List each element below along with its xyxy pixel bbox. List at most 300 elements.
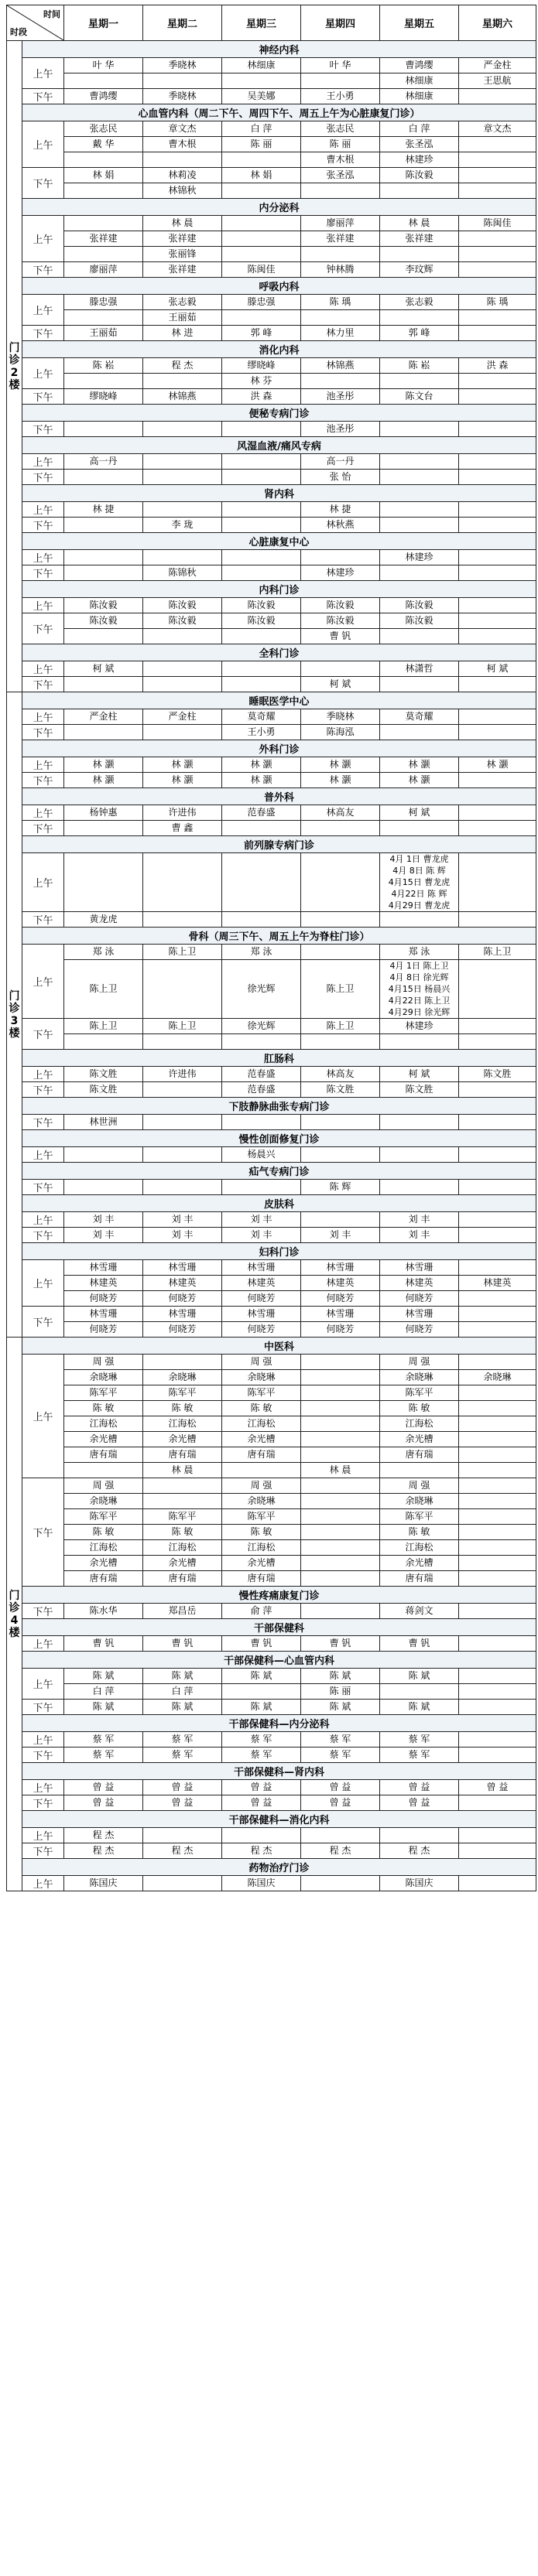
doctor-name: 曹 钒 (250, 1638, 272, 1648)
doctor-cell (301, 121, 380, 137)
doctor-cell (459, 1700, 536, 1715)
table-row (7, 454, 536, 470)
doctor-cell (301, 945, 380, 960)
doctor-cell (380, 661, 459, 677)
department-name: 干部保健科—内分泌科 (22, 1715, 536, 1732)
doctor-cell (64, 1447, 143, 1463)
doctor-name: 蔡 军 (250, 1734, 272, 1744)
doctor-cell (143, 262, 222, 278)
doctor-name: 林建珍 (405, 1020, 433, 1031)
doctor-cell (64, 773, 143, 788)
doctor-cell (143, 1228, 222, 1243)
doctor-name: 陈 斌 (92, 1670, 115, 1681)
doctor-cell (380, 422, 459, 437)
doctor-cell (64, 121, 143, 137)
table-row (7, 677, 536, 692)
session-label: 下午 (22, 613, 64, 644)
doctor-cell (459, 661, 536, 677)
doctor-cell (459, 1082, 536, 1098)
doctor-cell (143, 247, 222, 262)
doctor-name: 陈 丽 (329, 138, 351, 149)
department-name: 下肢静脉曲张专病门诊 (22, 1098, 536, 1115)
session-label: 下午 (22, 1115, 64, 1130)
doctor-name: 陈上卫 (168, 946, 197, 957)
doctor-cell (301, 1795, 380, 1811)
doctor-name: 陈 敏 (171, 1402, 194, 1413)
doctor-cell (459, 1556, 536, 1571)
doctor-cell (301, 231, 380, 247)
doctor-cell (64, 1556, 143, 1571)
doctor-name: 陈 敏 (408, 1526, 430, 1537)
doctor-name: 张祥建 (89, 233, 118, 244)
doctor-name: 蔡 军 (329, 1734, 351, 1744)
table-row (7, 121, 536, 137)
doctor-name: 林雪珊 (168, 1308, 197, 1319)
department-row (7, 437, 536, 454)
doctor-name: 陈汝毅 (405, 600, 433, 610)
doctor-cell (143, 1463, 222, 1478)
doctor-cell (459, 152, 536, 168)
doctor-cell (64, 1228, 143, 1243)
doctor-name: 白 萍 (250, 123, 272, 134)
doctor-name: 陈汝毅 (405, 615, 433, 626)
doctor-cell (64, 1385, 143, 1401)
day-header: 星期四 (301, 5, 380, 41)
doctor-cell (380, 1260, 459, 1276)
doctor-name: 曾 益 (486, 1782, 509, 1792)
doctor-name: 柯 斌 (486, 663, 509, 674)
doctor-name: 林 娟 (250, 169, 272, 180)
doctor-name: 唐有瑞 (168, 1449, 197, 1460)
doctor-cell (301, 1401, 380, 1416)
doctor-name: 曹 钒 (329, 1638, 351, 1648)
doctor-cell (143, 1307, 222, 1322)
doctor-cell (64, 1876, 143, 1891)
doctor-cell (380, 1228, 459, 1243)
schedule-line: 4月 8日 陈 辉 (392, 866, 446, 876)
doctor-name: 林 捷 (329, 504, 351, 514)
doctor-name: 余光槽 (405, 1433, 433, 1444)
doctor-cell (301, 677, 380, 692)
doctor-cell (380, 598, 459, 613)
session-label: 上午 (22, 1876, 64, 1891)
department-row (7, 692, 536, 709)
doctor-cell (222, 661, 301, 677)
doctor-name: 刘 丰 (171, 1229, 194, 1240)
doctor-name: 张志毅 (405, 296, 433, 307)
session-label: 上午 (22, 1147, 64, 1163)
doctor-name: 蔡 军 (92, 1749, 115, 1760)
doctor-cell (459, 1684, 536, 1700)
doctor-cell (64, 1416, 143, 1432)
doctor-name: 唐有瑞 (89, 1573, 118, 1584)
doctor-name: 陈 斌 (329, 1701, 351, 1712)
doctor-name: 曾 益 (92, 1782, 115, 1792)
doctor-cell (143, 1260, 222, 1276)
doctor-cell (380, 613, 459, 629)
doctor-cell (64, 1322, 143, 1338)
doctor-cell (64, 262, 143, 278)
doctor-cell (222, 1034, 301, 1050)
table-row (7, 1228, 536, 1243)
doctor-cell (459, 358, 536, 374)
doctor-cell (380, 1571, 459, 1587)
doctor-name: 林 晨 (408, 217, 430, 228)
doctor-cell (301, 1260, 380, 1276)
doctor-cell (64, 1684, 143, 1700)
doctor-name: 徐光辉 (247, 983, 276, 994)
doctor-cell (64, 1307, 143, 1322)
doctor-cell (222, 1732, 301, 1748)
doctor-cell (459, 1067, 536, 1082)
doctor-name: 唐有瑞 (405, 1573, 433, 1584)
doctor-name: 池圣彤 (326, 423, 355, 434)
doctor-cell (222, 1115, 301, 1130)
day-header: 星期六 (459, 5, 536, 41)
session-label: 下午 (22, 326, 64, 341)
doctor-name: 王思航 (483, 75, 512, 86)
doctor-cell (64, 326, 143, 341)
table-row (7, 725, 536, 740)
doctor-name: 余光槽 (168, 1433, 197, 1444)
doctor-cell (222, 326, 301, 341)
doctor-name: 程 杰 (171, 1845, 194, 1856)
doctor-name: 江海松 (168, 1542, 197, 1553)
doctor-cell (459, 821, 536, 836)
doctor-cell (64, 1571, 143, 1587)
doctor-cell (459, 1447, 536, 1463)
table-row (7, 1732, 536, 1748)
doctor-name: 蔡 军 (408, 1749, 430, 1760)
session-label: 上午 (22, 358, 64, 389)
doctor-cell (143, 1180, 222, 1195)
doctor-cell (64, 1636, 143, 1652)
doctor-name: 曹鸿缨 (405, 60, 433, 70)
doctor-cell (459, 1432, 536, 1447)
doctor-name: 陈汝毅 (89, 615, 118, 626)
department-row (7, 104, 536, 121)
doctor-name: 张祥建 (405, 233, 433, 244)
table-row (7, 629, 536, 644)
schedule-line: 4月29日 曹龙虎 (388, 900, 451, 910)
table-row (7, 757, 536, 773)
doctor-cell (301, 502, 380, 518)
department-row (7, 199, 536, 216)
doctor-cell (222, 1067, 301, 1082)
doctor-cell (459, 709, 536, 725)
doctor-cell (143, 912, 222, 928)
doctor-name: 蔡 军 (171, 1734, 194, 1744)
doctor-name: 陈汝毅 (326, 600, 355, 610)
department-row (7, 533, 536, 550)
schedule-body (7, 41, 536, 1891)
doctor-name: 陈上卫 (168, 1020, 197, 1031)
doctor-name: 蒋剑文 (405, 1605, 433, 1616)
session-label: 下午 (22, 725, 64, 740)
table-row (7, 1355, 536, 1370)
doctor-name: 陈 辉 (329, 1181, 351, 1192)
doctor-cell (459, 629, 536, 644)
doctor-cell (222, 1276, 301, 1291)
doctor-name: 陈军平 (247, 1387, 276, 1398)
doctor-name: 林 灏 (250, 759, 272, 770)
department-row (7, 1243, 536, 1260)
doctor-cell (380, 121, 459, 137)
doctor-cell (380, 1291, 459, 1307)
doctor-cell (459, 1843, 536, 1859)
doctor-cell (380, 945, 459, 960)
doctor-name: 张 怡 (329, 471, 351, 482)
doctor-name: 刘 丰 (250, 1214, 272, 1225)
doctor-cell (222, 945, 301, 960)
doctor-name: 柯 斌 (92, 663, 115, 674)
table-row (7, 1828, 536, 1843)
doctor-cell (143, 1795, 222, 1811)
department-row (7, 278, 536, 295)
schedule-table (6, 5, 536, 1891)
doctor-cell (459, 1732, 536, 1748)
doctor-cell (64, 389, 143, 405)
doctor-name: 李 珑 (171, 519, 194, 530)
doctor-name: 余光槽 (247, 1557, 276, 1568)
doctor-cell (143, 58, 222, 73)
doctor-cell (301, 1494, 380, 1509)
doctor-cell (301, 598, 380, 613)
doctor-name: 池圣彤 (326, 391, 355, 401)
department-name: 便秘专病门诊 (22, 405, 536, 422)
doctor-cell (222, 1212, 301, 1228)
doctor-name: 陈闽佳 (247, 264, 276, 275)
doctor-cell (301, 247, 380, 262)
department-row (7, 1652, 536, 1669)
doctor-cell (459, 470, 536, 485)
doctor-cell (301, 1700, 380, 1715)
department-name: 呼吸内科 (22, 278, 536, 295)
doctor-name: 范春盛 (247, 1084, 276, 1095)
doctor-cell (222, 565, 301, 581)
doctor-cell (380, 1401, 459, 1416)
doctor-cell (222, 1082, 301, 1098)
doctor-cell (222, 1228, 301, 1243)
table-row (7, 1322, 536, 1338)
doctor-name: 柯 斌 (408, 807, 430, 818)
department-name: 全科门诊 (22, 644, 536, 661)
doctor-cell (143, 1571, 222, 1587)
doctor-cell (143, 1432, 222, 1447)
doctor-cell (64, 1355, 143, 1370)
doctor-name: 张祥建 (326, 233, 355, 244)
doctor-name: 叶 华 (92, 60, 115, 70)
doctor-cell (459, 247, 536, 262)
session-label: 下午 (22, 1180, 64, 1195)
doctor-cell (301, 725, 380, 740)
doctor-cell (459, 1540, 536, 1556)
table-row (7, 295, 536, 310)
doctor-name: 陈汝毅 (326, 615, 355, 626)
time-period-corner (7, 5, 64, 41)
floor-label: 门诊4楼 (7, 1338, 22, 1891)
doctor-cell (222, 1447, 301, 1463)
doctor-cell (143, 1385, 222, 1401)
session-label: 上午 (22, 1355, 64, 1478)
table-row (7, 661, 536, 677)
doctor-cell (143, 629, 222, 644)
doctor-cell (222, 912, 301, 928)
table-row (7, 1067, 536, 1082)
doctor-cell (64, 1370, 143, 1385)
doctor-cell (143, 709, 222, 725)
doctor-cell (380, 389, 459, 405)
doctor-name: 曹 钒 (171, 1638, 194, 1648)
doctor-name: 严金柱 (168, 711, 197, 722)
doctor-name: 陈 崧 (92, 360, 115, 371)
doctor-cell (459, 1571, 536, 1587)
doctor-cell (459, 295, 536, 310)
doctor-cell (459, 1034, 536, 1050)
session-label: 上午 (22, 805, 64, 821)
doctor-name: 曾 益 (408, 1797, 430, 1808)
doctor-cell (64, 821, 143, 836)
doctor-cell (222, 1478, 301, 1494)
doctor-cell (301, 422, 380, 437)
doctor-cell (143, 1115, 222, 1130)
doctor-name: 林建英 (89, 1277, 118, 1288)
table-row (7, 912, 536, 928)
doctor-name: 范春盛 (247, 1068, 276, 1079)
doctor-cell (143, 1876, 222, 1891)
table-row (7, 1385, 536, 1401)
department-name: 普外科 (22, 788, 536, 805)
doctor-cell (143, 773, 222, 788)
doctor-cell (459, 1212, 536, 1228)
doctor-name: 余晓琳 (483, 1372, 512, 1382)
doctor-name: 陈军平 (405, 1387, 433, 1398)
doctor-name: 唐有瑞 (405, 1449, 433, 1460)
doctor-cell (64, 216, 143, 231)
session-label: 下午 (22, 1700, 64, 1715)
doctor-name: 蔡 军 (171, 1749, 194, 1760)
doctor-cell (222, 295, 301, 310)
department-name: 风湿血液/痛风专病 (22, 437, 536, 454)
doctor-name: 林 灏 (408, 774, 430, 785)
doctor-name: 曾 益 (171, 1782, 194, 1792)
doctor-cell (301, 310, 380, 326)
doctor-name: 钟林腾 (326, 264, 355, 275)
doctor-cell (301, 629, 380, 644)
doctor-cell (301, 262, 380, 278)
doctor-cell (380, 1082, 459, 1098)
department-name: 药物治疗门诊 (22, 1859, 536, 1876)
doctor-cell (64, 502, 143, 518)
doctor-cell (222, 1780, 301, 1795)
doctor-cell (222, 757, 301, 773)
doctor-name: 陈军平 (168, 1511, 197, 1522)
doctor-cell (222, 725, 301, 740)
doctor-cell (459, 1748, 536, 1763)
doctor-cell (222, 805, 301, 821)
doctor-cell (143, 960, 222, 1019)
doctor-cell (459, 805, 536, 821)
table-row (7, 773, 536, 788)
doctor-name: 曹木根 (168, 138, 197, 149)
doctor-cell (301, 1082, 380, 1098)
doctor-cell (301, 1780, 380, 1795)
time-label: 时间 (43, 9, 60, 19)
doctor-cell (143, 1684, 222, 1700)
doctor-cell (301, 1684, 380, 1700)
department-name: 肛肠科 (22, 1050, 536, 1067)
doctor-cell (143, 168, 222, 183)
doctor-cell (380, 853, 459, 912)
session-label: 下午 (22, 470, 64, 485)
doctor-cell (380, 1180, 459, 1195)
doctor-cell (459, 1276, 536, 1291)
doctor-name: 严金柱 (89, 711, 118, 722)
doctor-cell (380, 1463, 459, 1478)
department-name: 心血管内科（周二下午、周四下午、周五上午为心脏康复门诊） (22, 104, 536, 121)
doctor-cell (222, 152, 301, 168)
doctor-name: 张志毅 (168, 296, 197, 307)
doctor-cell (222, 247, 301, 262)
doctor-cell (459, 1019, 536, 1034)
doctor-name: 何晓芳 (247, 1293, 276, 1303)
doctor-cell (143, 1416, 222, 1432)
doctor-name: 白 萍 (408, 123, 430, 134)
doctor-cell (301, 518, 380, 533)
doctor-cell (301, 773, 380, 788)
table-row (7, 1556, 536, 1571)
doctor-cell (301, 374, 380, 389)
doctor-cell (380, 1322, 459, 1338)
doctor-cell (380, 1276, 459, 1291)
doctor-name: 曾 益 (329, 1797, 351, 1808)
doctor-name: 陈海泓 (326, 726, 355, 737)
doctor-name: 林雪珊 (405, 1262, 433, 1273)
doctor-cell (64, 1276, 143, 1291)
doctor-cell (380, 1636, 459, 1652)
doctor-cell (301, 912, 380, 928)
doctor-cell (64, 598, 143, 613)
doctor-cell (301, 853, 380, 912)
doctor-name: 余晓琳 (247, 1495, 276, 1506)
doctor-cell (64, 805, 143, 821)
doctor-cell (301, 89, 380, 104)
doctor-cell (459, 89, 536, 104)
doctor-cell (143, 326, 222, 341)
doctor-cell (301, 1067, 380, 1082)
doctor-name: 刘 丰 (250, 1229, 272, 1240)
doctor-name: 林 晨 (171, 1464, 194, 1475)
doctor-name: 白 萍 (171, 1686, 194, 1696)
table-row (7, 231, 536, 247)
doctor-cell (459, 231, 536, 247)
doctor-name: 陈上卫 (483, 946, 512, 957)
doctor-name: 余晓琳 (405, 1372, 433, 1382)
doctor-cell (222, 773, 301, 788)
session-label: 下午 (22, 1843, 64, 1859)
doctor-cell (222, 73, 301, 89)
doctor-cell (64, 422, 143, 437)
doctor-cell (143, 725, 222, 740)
doctor-name: 陈 瑀 (486, 296, 509, 307)
doctor-name: 陈上卫 (89, 1020, 118, 1031)
session-label: 上午 (22, 598, 64, 613)
session-label: 下午 (22, 89, 64, 104)
doctor-name: 陈国庆 (247, 1877, 276, 1888)
doctor-cell (143, 152, 222, 168)
department-row (7, 1163, 536, 1180)
department-name: 内分泌科 (22, 199, 536, 216)
